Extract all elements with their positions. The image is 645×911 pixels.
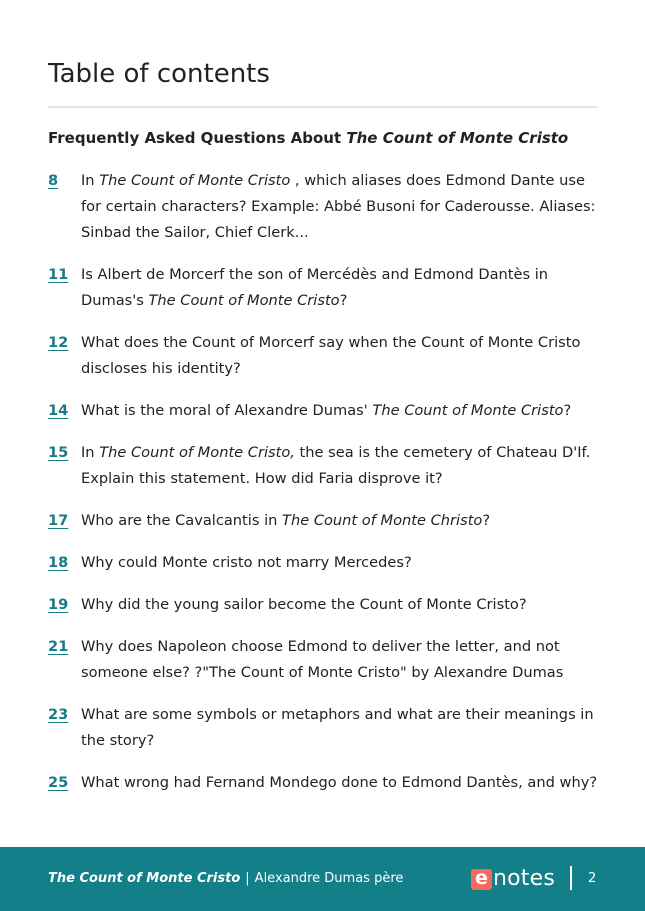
toc-question-text: Is Albert de Morcerf the son of Mercédès and Edmond Dantès in Dumas's <box>81 266 549 309</box>
toc-item <box>48 592 608 618</box>
page-number: 2 <box>588 871 597 886</box>
section-heading <box>48 128 568 148</box>
toc-page-link[interactable]: 25 <box>48 774 69 791</box>
toc-page-link[interactable]: 12 <box>48 334 69 351</box>
toc-book-title: The Count of Monte Cristo <box>148 292 340 309</box>
page-footer <box>0 847 645 911</box>
toc-question-text: What is the moral of Alexandre Dumas' <box>81 402 373 419</box>
toc-question-text: What wrong had Fernand Mondego done to Edmond Dantès, and why? <box>81 774 598 791</box>
toc-page-link[interactable]: 11 <box>48 266 69 283</box>
toc-item <box>48 262 608 314</box>
toc-item <box>48 398 608 424</box>
toc-book-title: The Count of Monte Christo <box>282 512 483 529</box>
toc-page-link[interactable]: 18 <box>48 554 69 571</box>
toc-page-link[interactable]: 14 <box>48 402 69 419</box>
toc-question <box>81 262 608 314</box>
enotes-logo <box>471 866 555 892</box>
toc-question <box>81 398 608 424</box>
toc-question-text: the sea is the cemetery of Chateau D'If. Explain this statement. How did Faria disprove it? <box>81 444 591 487</box>
footer-book-title: The Count of Monte Cristo <box>48 871 241 886</box>
toc-question-text: Why could Monte cristo not marry Mercedes? <box>81 554 412 571</box>
toc-question <box>81 702 608 754</box>
section-heading-book-title: The Count of Monte Cristo <box>346 129 569 147</box>
toc-item <box>48 330 608 382</box>
toc-page-link[interactable]: 8 <box>48 172 59 189</box>
toc-question-text: Why does Napoleon choose Edmond to deliver the letter, and not someone else? ?"The Count of Monte Cristo" by Alexandre Dumas <box>81 638 564 681</box>
footer-author: Alexandre Dumas père <box>254 871 404 886</box>
page-title: Table of contents <box>48 59 270 89</box>
toc-item <box>48 508 608 534</box>
title-divider <box>48 106 597 108</box>
toc-item <box>48 168 608 246</box>
toc-page-link[interactable]: 23 <box>48 706 69 723</box>
enotes-logo-e-icon: e <box>471 869 492 890</box>
toc-question <box>81 440 608 492</box>
toc-book-title: The Count of Monte Cristo, <box>99 444 295 461</box>
toc-question <box>81 330 608 382</box>
toc-question <box>81 550 608 576</box>
footer-book-info <box>48 870 403 888</box>
toc-item <box>48 550 608 576</box>
toc-question-text: Why did the young sailor become the Count of Monte Cristo? <box>81 596 527 613</box>
toc-question-text: In <box>81 444 100 461</box>
toc-page-link[interactable]: 19 <box>48 596 69 613</box>
toc-page-link[interactable]: 15 <box>48 444 69 461</box>
toc-question <box>81 770 608 796</box>
footer-divider <box>570 866 572 890</box>
toc-question <box>81 168 608 246</box>
toc-item <box>48 702 608 754</box>
toc-question <box>81 634 608 686</box>
toc-item <box>48 770 608 796</box>
toc-item <box>48 440 608 492</box>
toc-book-title: The Count of Monte Cristo <box>99 172 291 189</box>
toc-question-text: ? <box>482 512 491 529</box>
toc-question-text: Who are the Cavalcantis in <box>81 512 283 529</box>
toc-page-link[interactable]: 17 <box>48 512 69 529</box>
toc-question-text: ? <box>563 402 572 419</box>
toc-question-text: ? <box>339 292 348 309</box>
toc-page-link[interactable]: 21 <box>48 638 69 655</box>
toc-question <box>81 592 608 618</box>
toc-question-text: In <box>81 172 100 189</box>
enotes-logo-wordmark: notes <box>493 866 556 891</box>
toc-list <box>48 168 608 812</box>
toc-book-title: The Count of Monte Cristo <box>372 402 564 419</box>
footer-separator: | <box>245 871 250 886</box>
toc-question <box>81 508 608 534</box>
toc-item <box>48 634 608 686</box>
toc-question-text: , which aliases does Edmond Dante use for certain characters? Example: Abbé Busoni for Caderousse. Aliases: Sinbad the Sailor, Chief Clerk... <box>81 172 596 241</box>
section-heading-prefix: Frequently Asked Questions About <box>48 129 347 147</box>
toc-question-text: What does the Count of Morcerf say when the Count of Monte Cristo discloses his identity? <box>81 334 581 377</box>
toc-question-text: What are some symbols or metaphors and what are their meanings in the story? <box>81 706 594 749</box>
